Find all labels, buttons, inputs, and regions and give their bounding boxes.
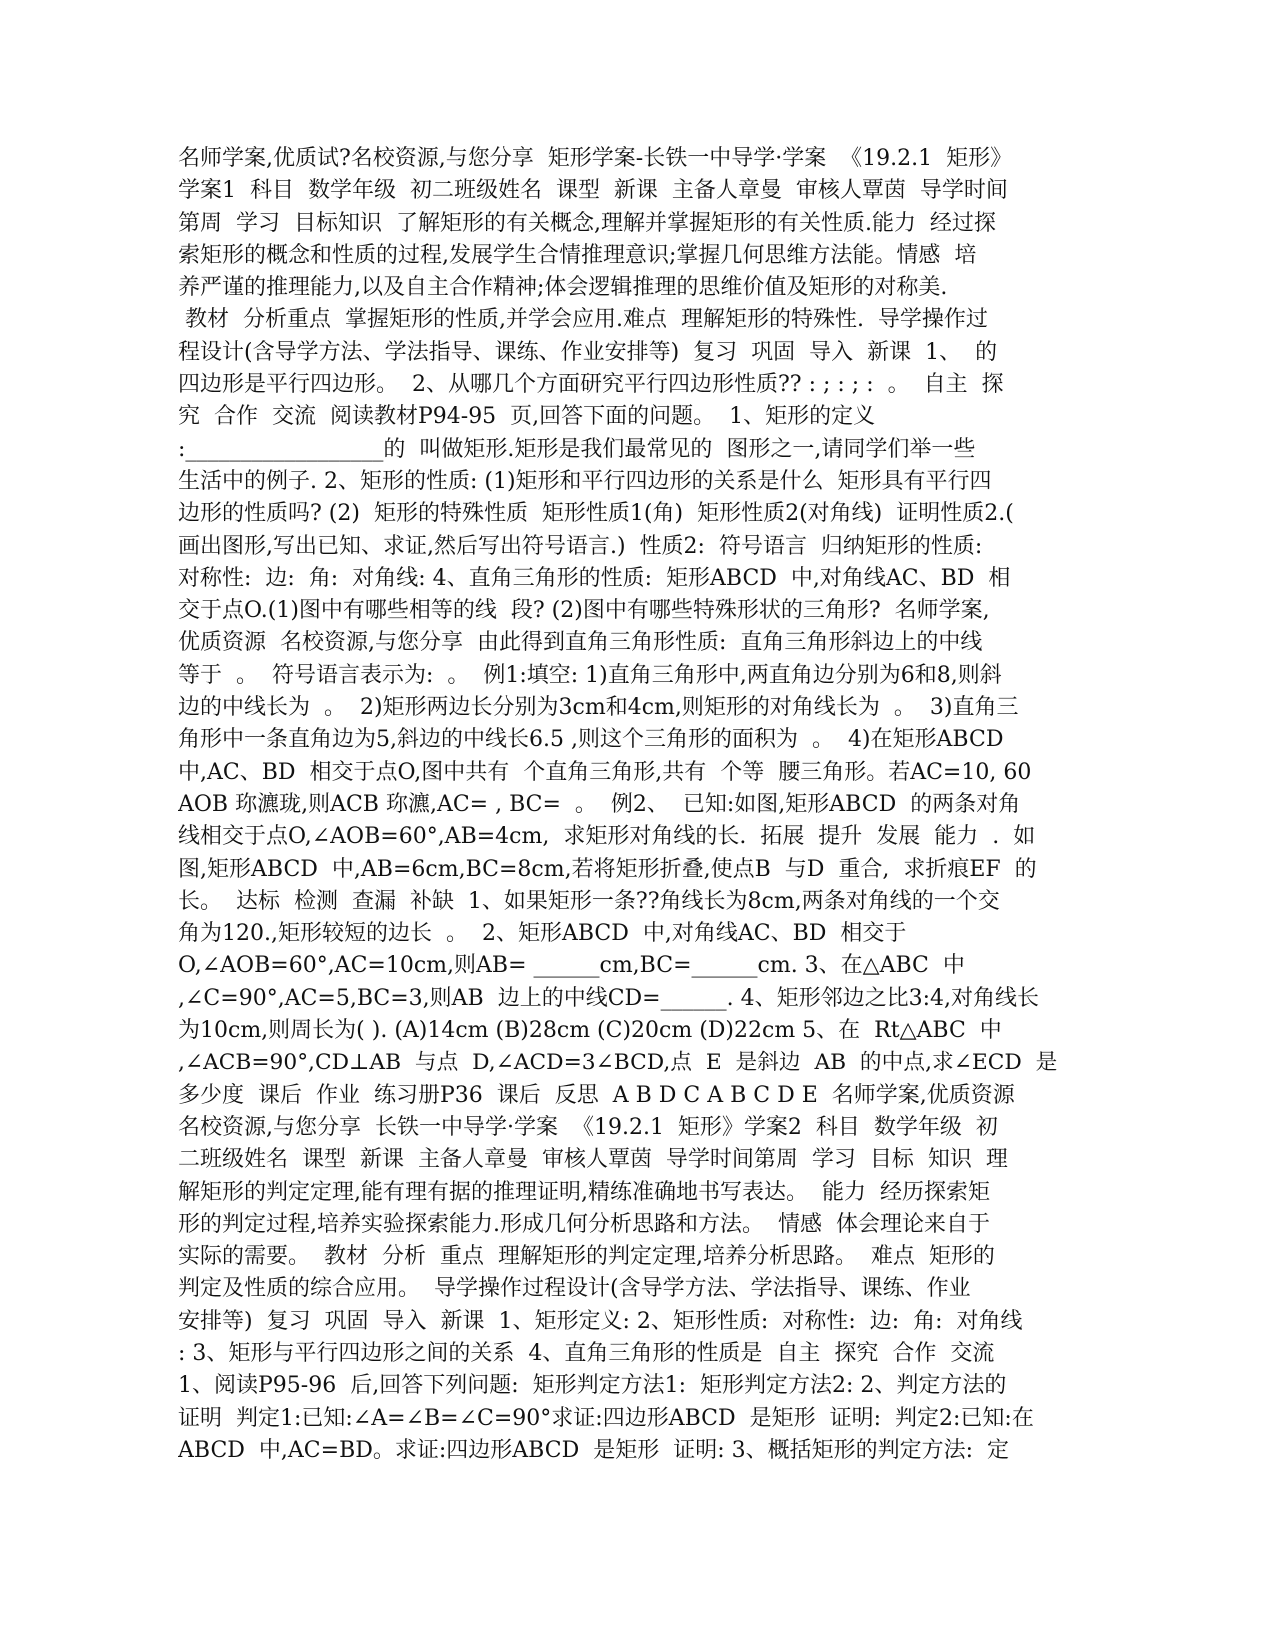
text-line: ,∠C=90°,AC=5,BC=3,则AB 边上的中线CD=______. 4、矩形邻边之比3:4,对角线长 (178, 985, 1039, 1011)
text-line: AOB 珎瀌珑,则ACB 珎瀌,AC= , BC= 。 例2、 已知:如图,矩形ABCD 的两条对角 (178, 791, 1021, 817)
text-line: 判定及性质的综合应用。 导学操作过程设计(含导学方法、学法指导、课练、作业 (178, 1276, 971, 1302)
text-line: 中,AC、BD 相交于点O,图中共有 个直角三角形,共有 个等 腰三角形。若AC=10, 60 (178, 759, 1032, 785)
text-line: 教材 分析重点 掌握矩形的性质,并学会应用.难点 理解矩形的特殊性. 导学操作过 (178, 307, 988, 333)
text-line: 名师学案,优质试?名校资源,与您分享 矩形学案-长铁一中导学·学案 《19.2.1 矩形》 (178, 146, 1013, 171)
text-line: 角形中一条直角边为5,斜边的中线长6.5 ,则这个三角形的面积为 。 4)在矩形ABCD (178, 727, 1004, 753)
text-line: 多少度 课后 作业 练习册P36 课后 反思 A B D C A B C D E 名师学案,优质资源 (178, 1082, 1015, 1108)
text-line: ,∠ACB=90°,CD⊥AB 与点 D,∠ACD=3∠BCD,点 E 是斜边 AB 的中点,求∠ECD 是 (178, 1050, 1058, 1076)
text-line: 究 合作 交流 阅读教材P94-95 页,回答下面的问题。 1、矩形的定义 (178, 404, 876, 430)
text-line: 程设计(含导学方法、学法指导、课练、作业安排等) 复习 巩固 导入 新课 1、 的 (178, 339, 998, 365)
text-line: 画出图形,写出已知、求证,然后写出符号语言.) 性质2: 符号语言 归纳矩形的性质: (178, 533, 983, 559)
text-line: O,∠AOB=60°,AC=10cm,则AB= ______cm,BC=______cm. 3、在△ABC 中 (178, 953, 965, 979)
text-line: 第周 学习 目标知识 了解矩形的有关概念,理解并掌握矩形的有关性质.能力 经过探 (178, 210, 996, 236)
text-line: 四边形是平行四边形。 2、从哪几个方面研究平行四边形性质?? : ; : ; : 。 自主 探 (178, 372, 1004, 398)
text-line: 养严谨的推理能力,以及自主合作精神;体会逻辑推理的思维价值及矩形的对称美. (178, 275, 948, 301)
text-line: 为10cm,则周长为( ). (A)14cm (B)28cm (C)20cm (D)22cm 5、在 Rt△ABC 中 (178, 1018, 1002, 1044)
text-line: : 3、矩形与平行四边形之间的关系 4、直角三角形的性质是 自主 探究 合作 交流 (178, 1340, 995, 1366)
text-line: 学案1 科目 数学年级 初二班级姓名 课型 新课 主备人章曼 审核人覃茵 导学时间 (178, 178, 1008, 204)
text-line: 图,矩形ABCD 中,AB=6cm,BC=8cm,若将矩形折叠,使点B 与D 重合, 求折痕EF 的 (178, 856, 1037, 882)
text-line: 生活中的例子. 2、矩形的性质: (1)矩形和平行四边形的关系是什么 矩形具有平行四 (178, 468, 992, 494)
text-line: 优质资源 名校资源,与您分享 由此得到直角三角形性质: 直角三角形斜边上的中线 (178, 630, 983, 656)
text-line: 长。 达标 检测 查漏 补缺 1、如果矩形一条??角线长为8cm,两条对角线的一个交 (178, 888, 1000, 914)
text-line: 索矩形的概念和性质的过程,发展学生合情推理意识;掌握几何思维方法能。情感 培 (178, 242, 977, 268)
text-line: ABCD 中,AC=BD。求证:四边形ABCD 是矩形 证明: 3、概括矩形的判定方法: 定 (178, 1437, 1009, 1463)
text-line: 二班级姓名 课型 新课 主备人章曼 审核人覃茵 导学时间第周 学习 目标 知识 理 (178, 1147, 1008, 1173)
text-line: 形的判定过程,培养实验探索能力.形成几何分析思路和方法。 情感 体会理论来自于 (178, 1211, 990, 1237)
text-line: 角为120.,矩形较短的边长 。 2、矩形ABCD 中,对角线AC、BD 相交于 (178, 921, 907, 947)
text-line: 对称性: 边: 角: 对角线: 4、直角三角形的性质: 矩形ABCD 中,对角线AC、BD 相 (178, 565, 1011, 591)
document-body (178, 143, 1058, 1467)
text-line: 边形的性质吗? (2) 矩形的特殊性质 矩形性质1(角) 矩形性质2(对角线) 证明性质2.( (178, 501, 1014, 527)
text-line: 线相交于点O,∠AOB=60°,AB=4cm, 求矩形对角线的长. 拓展 提升 发展 能力 . 如 (178, 824, 1036, 850)
text-line: 名校资源,与您分享 长铁一中导学·学案 《19.2.1 矩形》学案2 科目 数学年级 初 (178, 1114, 998, 1140)
text-line: 等于 。 符号语言表示为: 。 例1:填空: 1)直角三角形中,两直角边分别为6和8,则斜 (178, 662, 1002, 688)
text-line: 安排等) 复习 巩固 导入 新课 1、矩形定义: 2、矩形性质: 对称性: 边: 角: 对角线 (178, 1308, 1023, 1334)
text-line: 边的中线长为 。 2)矩形两边长分别为3cm和4cm,则矩形的对角线长为 。 3)直角三 (178, 695, 1019, 721)
text-line: 证明 判定1:已知:∠A=∠B=∠C=90°求证:四边形ABCD 是矩形 证明: 判定2:已知:在 (178, 1405, 1034, 1431)
text-line: 解矩形的判定定理,能有理有据的推理证明,精练准确地书写表达。 能力 经历探索矩 (178, 1179, 990, 1205)
text-line: 1、阅读P95-96 后,回答下列问题: 矩形判定方法1: 矩形判定方法2: 2、判定方法的 (178, 1373, 1007, 1399)
text-line: 实际的需要。 教材 分析 重点 理解矩形的判定定理,培养分析思路。 难点 矩形的 (178, 1244, 995, 1270)
text-line: 交于点O.(1)图中有哪些相等的线 段? (2)图中有哪些特殊形状的三角形? 名师学案, (178, 598, 990, 624)
text-line: :__________________的 叫做矩形.矩形是我们最常见的 图形之一,请同学们举一些 (178, 436, 976, 462)
